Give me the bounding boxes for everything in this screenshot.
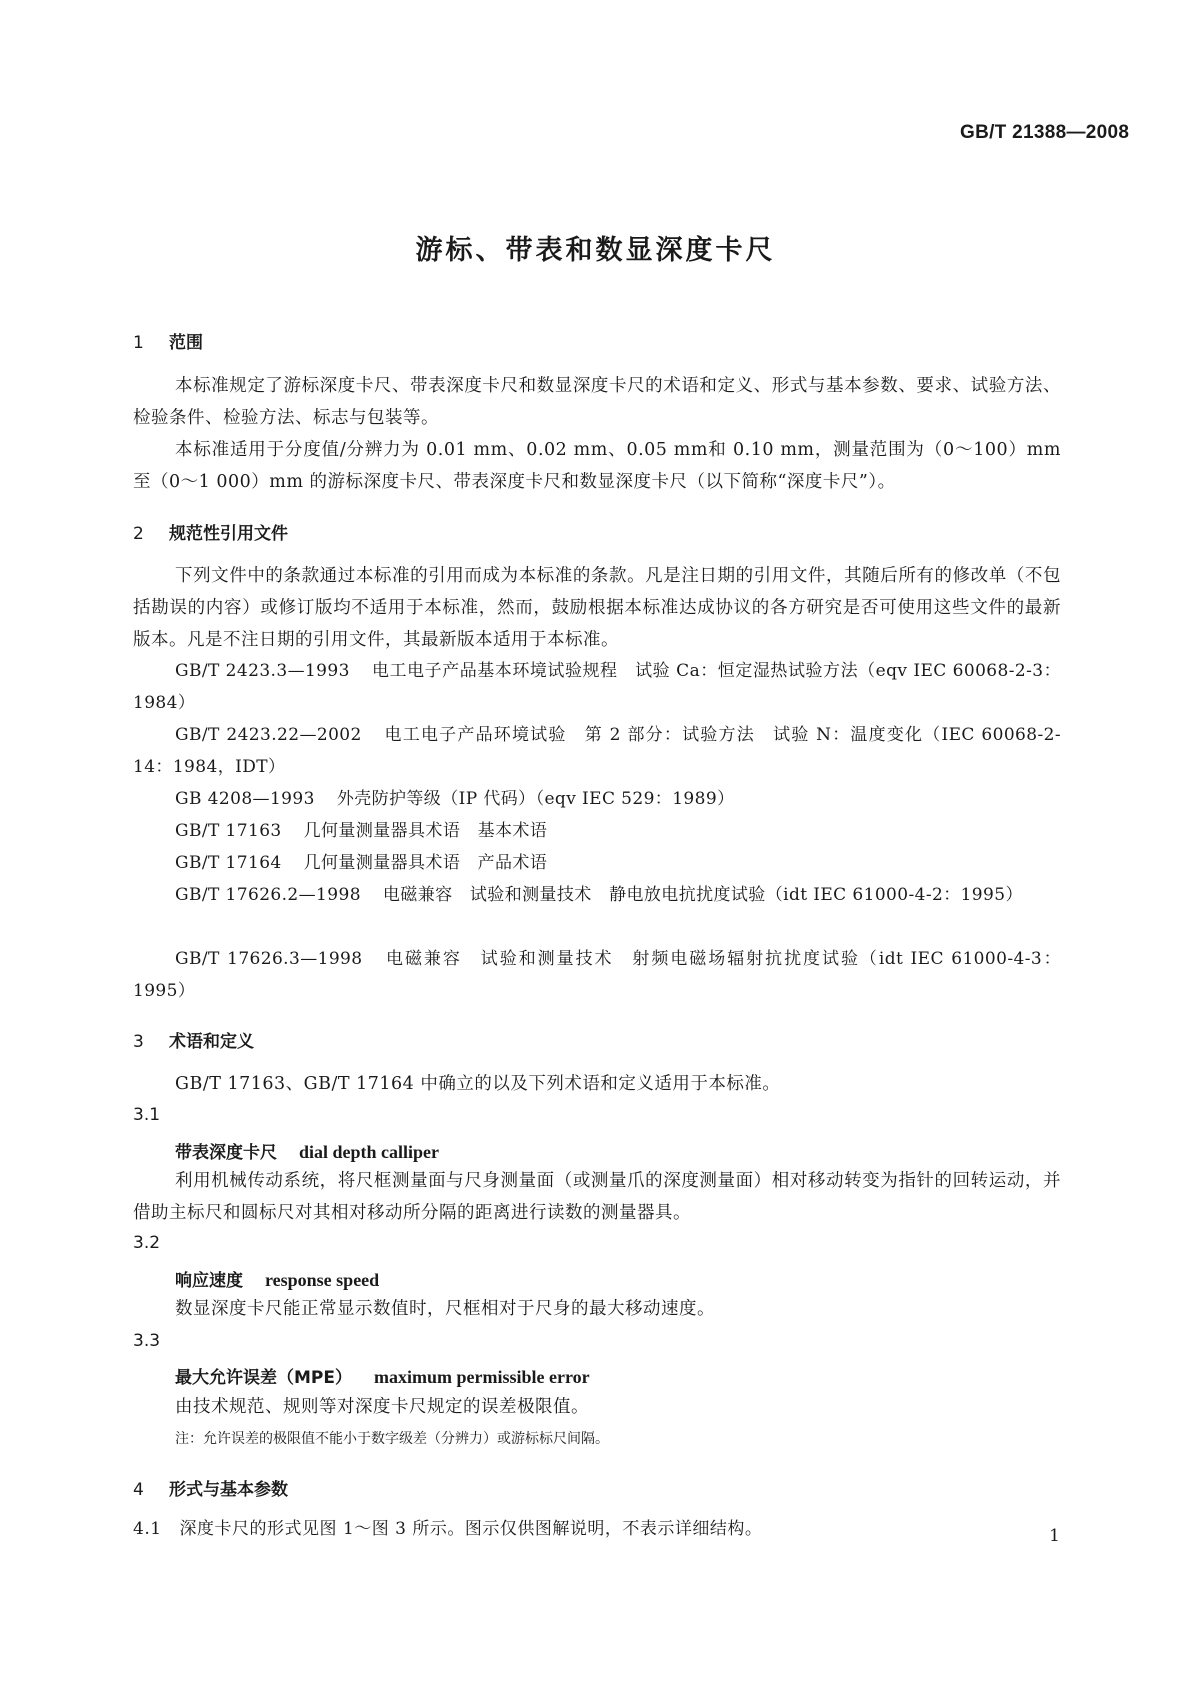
term-en: dial depth calliper bbox=[299, 1142, 440, 1162]
term-zh: 带表深度卡尺 bbox=[175, 1143, 277, 1163]
term-en: response speed bbox=[265, 1270, 380, 1290]
section-title: 规范性引用文件 bbox=[169, 524, 288, 544]
reference-item bbox=[133, 815, 1061, 847]
reference-text: 电工电子产品基本环境试验规程 试验 Ca：恒定湿热试验方法（eqv IEC 60068-2-3：1984） bbox=[133, 661, 1061, 713]
reference-item bbox=[133, 655, 1061, 719]
section-title: 形式与基本参数 bbox=[169, 1480, 288, 1500]
section-2-intro: 下列文件中的条款通过本标准的引用而成为本标准的条款。凡是注日期的引用文件，其随后所有的修改单（不包括勘误的内容）或修订版均不适用于本标准，然而，鼓励根据本标准达成协议的各方研究是否可使用这些文件的最新版本。凡是不注日期的引用文件，其最新版本适用于本标准。 bbox=[133, 566, 1061, 650]
term-heading bbox=[175, 1363, 590, 1388]
note: 注：允许误差的极限值不能小于数字级差（分辨力）或游标标尺间隔。 bbox=[175, 1431, 609, 1447]
term-zh: 响应速度 bbox=[175, 1271, 243, 1291]
reference-item bbox=[133, 879, 1061, 911]
reference-text: 电工电子产品环境试验 第 2 部分：试验方法 试验 N：温度变化（IEC 60068-2-14：1984，IDT） bbox=[133, 725, 1061, 777]
section-number: 3 bbox=[133, 1032, 144, 1052]
reference-code: GB/T 17626.3—1998 bbox=[175, 949, 363, 969]
term-en: maximum permissible error bbox=[374, 1367, 590, 1387]
standard-number: GB/T 21388—2008 bbox=[960, 122, 1130, 143]
section-number: 1 bbox=[133, 333, 144, 353]
reference-item bbox=[133, 847, 1061, 879]
section-1-heading bbox=[133, 328, 203, 353]
reference-code: GB/T 17163 bbox=[175, 821, 282, 841]
clause-4-1 bbox=[133, 1514, 762, 1539]
term-definition: 利用机械传动系统，将尺框测量面与尺身测量面（或测量爪的深度测量面）相对移动转变为指针的回转运动，并借助主标尺和圆标尺对其相对移动所分隔的距离进行读数的测量器具。 bbox=[133, 1171, 1061, 1223]
reference-text: 几何量测量器具术语 产品术语 bbox=[303, 853, 548, 873]
term-heading bbox=[175, 1266, 379, 1291]
reference-text: 外壳防护等级（IP 代码）（eqv IEC 529：1989） bbox=[336, 789, 735, 809]
reference-code: GB/T 17164 bbox=[175, 853, 282, 873]
clause-number: 3.2 bbox=[133, 1233, 161, 1253]
page-number: 1 bbox=[1049, 1526, 1060, 1546]
term-heading bbox=[175, 1138, 439, 1163]
section-1-paragraph-1: 本标准规定了游标深度卡尺、带表深度卡尺和数显深度卡尺的术语和定义、形式与基本参数、要求、试验方法、检验条件、检验方法、标志与包装等。 bbox=[133, 376, 1061, 428]
section-1-paragraph-2: 本标准适用于分度值/分辨力为 0.01 mm、0.02 mm、0.05 mm和 0.10 mm，测量范围为（0～100）mm至（0～1 000）mm 的游标深度卡尺、带表深度卡尺和数显深度卡尺（以下简称“深度卡尺”）。 bbox=[133, 440, 1061, 492]
reference-code: GB/T 2423.22—2002 bbox=[175, 725, 362, 745]
term-definition: 由技术规范、规则等对深度卡尺规定的误差极限值。 bbox=[175, 1397, 589, 1417]
clause-number: 4.1 bbox=[133, 1519, 162, 1539]
reference-item bbox=[133, 719, 1061, 783]
term-definition: 数显深度卡尺能正常显示数值时，尺框相对于尺身的最大移动速度。 bbox=[175, 1299, 715, 1319]
section-title: 术语和定义 bbox=[169, 1032, 254, 1052]
reference-item bbox=[133, 943, 1061, 1007]
reference-code: GB/T 17626.2—1998 bbox=[175, 885, 361, 905]
section-title: 范围 bbox=[169, 333, 203, 353]
section-number: 2 bbox=[133, 524, 144, 544]
section-3-intro: GB/T 17163、GB/T 17164 中确立的以及下列术语和定义适用于本标准。 bbox=[175, 1074, 781, 1094]
reference-text: 几何量测量器具术语 基本术语 bbox=[303, 821, 548, 841]
reference-text: 电磁兼容 试验和测量技术 射频电磁场辐射抗扰度试验（idt IEC 61000-4-3：1995） bbox=[133, 949, 1062, 1001]
section-3-heading bbox=[133, 1027, 254, 1052]
reference-item bbox=[133, 783, 1061, 815]
clause-number: 3.3 bbox=[133, 1331, 161, 1351]
reference-text: 电磁兼容 试验和测量技术 静电放电抗扰度试验（idt IEC 61000-4-2：1995） bbox=[382, 885, 1023, 905]
clause-text: 深度卡尺的形式见图 1～图 3 所示。图示仅供图解说明，不表示详细结构。 bbox=[179, 1519, 763, 1539]
section-4-heading bbox=[133, 1475, 288, 1500]
reference-code: GB 4208—1993 bbox=[175, 789, 315, 809]
term-zh: 最大允许误差（MPE） bbox=[175, 1368, 352, 1388]
clause-number: 3.1 bbox=[133, 1105, 161, 1125]
section-number: 4 bbox=[133, 1480, 144, 1500]
document-title: 游标、带表和数显深度卡尺 bbox=[415, 235, 776, 266]
section-2-heading bbox=[133, 519, 288, 544]
reference-code: GB/T 2423.3—1993 bbox=[175, 661, 350, 681]
